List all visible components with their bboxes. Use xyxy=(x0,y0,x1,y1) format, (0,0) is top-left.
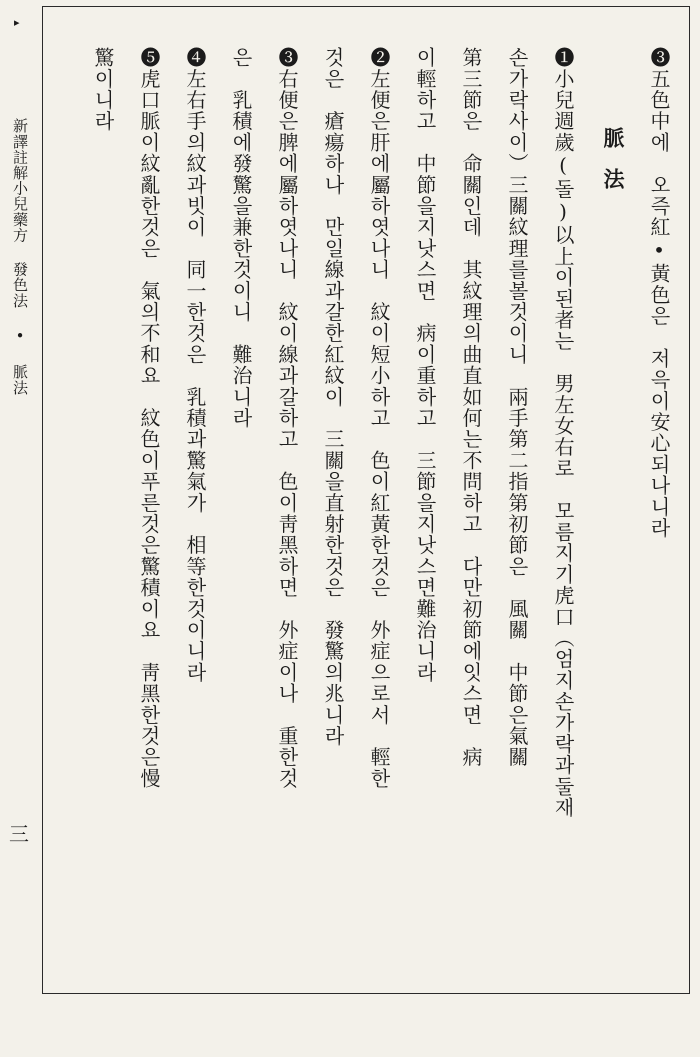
text-column-9: ❸右便은脾에屬하엿나니 紋이線과갈하고 色이靑黑하면 外症이나 重한것 xyxy=(275,47,299,789)
text-frame xyxy=(42,6,690,994)
text-column-4: 손가락사이）三關紋理를볼것이니 兩手第二指第初節은 風關 中節은氣關 xyxy=(505,47,529,768)
text-column-13: 驚이니라 xyxy=(91,47,115,132)
page-number: 三 xyxy=(9,822,29,846)
text-column-6: 이輕하고 中節을지낫스면 病이重하고 三節을지낫스면難治니라 xyxy=(413,47,437,683)
text-column-1: ❸五色中에 오즉紅•黃色은 저윽이安心되나니라 xyxy=(647,47,671,539)
margin-mark: ▸ xyxy=(14,16,20,29)
section-heading: 脈法 xyxy=(601,127,626,209)
running-header: 新譯註解小兒藥方 發色法 • 脈法 xyxy=(11,118,29,396)
text-column-7: ❷左便은肝에屬하엿나니 紋이短小하고 色이紅黃한것은 外症으로서 輕한 xyxy=(367,47,391,790)
text-column-8: 것은 瘡瘍하나 만일線과갈한紅紋이 三關을直射한것은 發驚의兆니라 xyxy=(321,47,345,747)
text-column-12: ❺虎口脈이紋亂한것은 氣의不和요 紋色이푸른것은驚積이요 靑黑한것은慢 xyxy=(137,47,161,789)
text-column-10: 은 乳積에發驚을兼한것이니 難治니라 xyxy=(229,47,253,429)
text-column-3: ❶小兒週歲(돌)以上이된者는 男左女右로 모름지기虎口（엄지손가락과둘재 xyxy=(551,47,575,819)
text-column-5: 第三節은 命關인데 其紋理의曲直如何는不問하고 다만初節에잇스면 病 xyxy=(459,47,483,768)
text-column-11: ❹左右手의紋과빗이 同一한것은 乳積과驚氣가 相等한것이니라 xyxy=(183,47,207,683)
